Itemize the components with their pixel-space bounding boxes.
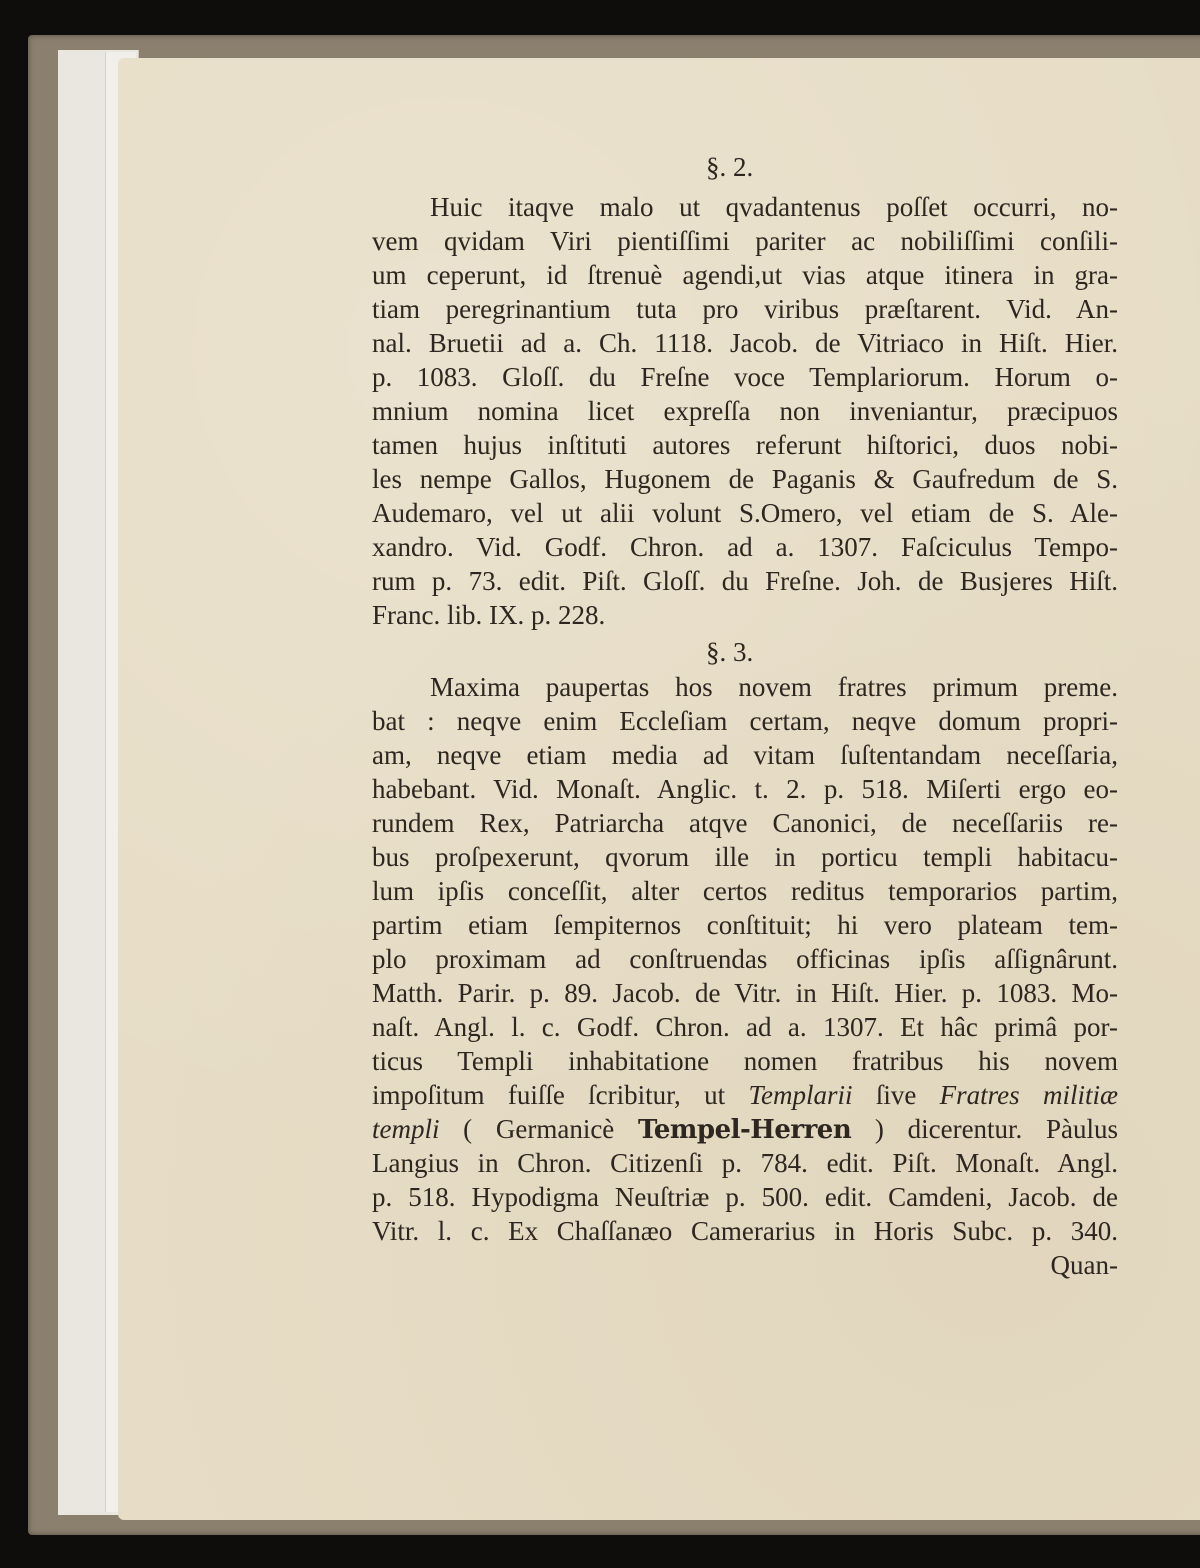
text-line <box>372 292 1118 326</box>
text-segment: ſive <box>852 1080 940 1110</box>
text-line <box>372 806 1118 840</box>
section-heading-2: §. 2. <box>706 152 754 182</box>
text-segment: Maxima paupertas hos novem fratres primum preme. <box>430 672 1118 702</box>
text-segment: p. 1083. Gloſſ. du Freſne voce Templariorum. Horum o- <box>372 362 1118 392</box>
text-segment: vem qvidam Viri pientiſſimi pariter ac nobiliſſimi conſili- <box>372 226 1118 256</box>
text-line <box>372 1010 1118 1044</box>
text-line <box>372 326 1118 360</box>
text-line <box>372 258 1118 292</box>
text-segment: naſt. Angl. l. c. Godf. Chron. ad a. 1307. Et hâc primâ por- <box>372 1012 1118 1042</box>
text-line <box>372 428 1118 462</box>
blackletter-text: Tempel-Herren <box>637 1115 852 1145</box>
text-segment: Langius in Chron. Citizenſi p. 784. edit. Piſt. Monaſt. Angl. <box>372 1148 1118 1178</box>
text-line <box>372 1044 1118 1078</box>
text-segment: plo proximam ad conſtruendas officinas ipſis aſſignârunt. <box>372 944 1118 974</box>
text-segment: ticus Templi inhabitatione nomen fratribus his novem <box>372 1046 1118 1076</box>
text-line <box>372 462 1118 496</box>
text-line <box>372 976 1118 1010</box>
italic-text: Templarii <box>748 1080 853 1110</box>
text-line <box>372 1146 1118 1180</box>
text-segment: tamen hujus inſtituti autores referunt hiſtorici, duos nobi- <box>372 430 1118 460</box>
text-segment: Vitr. l. c. Ex Chaſſanæo Camerarius in Horis Subc. p. 340. <box>372 1216 1118 1246</box>
section-heading-3: §. 3. <box>706 637 754 667</box>
text-segment: am, neqve etiam media ad vitam ſuſtentandam neceſſaria, <box>372 740 1118 770</box>
text-segment: habebant. Vid. Monaſt. Anglic. t. 2. p. 518. Miſerti ergo eo- <box>372 774 1118 804</box>
text-line <box>372 598 1118 632</box>
text-line <box>372 190 1118 224</box>
text-line <box>372 874 1118 908</box>
text-segment: rum p. 73. edit. Piſt. Gloſſ. du Freſne. Joh. de Busjeres Hiſt. <box>372 566 1118 596</box>
text-line <box>372 908 1118 942</box>
text-segment: rundem Rex, Patriarcha atqve Canonici, de neceſſariis re- <box>372 808 1118 838</box>
text-segment: Huic itaqve malo ut qvadantenus poſſet occurri, no- <box>430 192 1118 222</box>
text-line <box>372 224 1118 258</box>
text-segment: partim etiam ſempiternos conſtituit; hi vero plateam tem- <box>372 910 1118 940</box>
text-line <box>372 738 1118 772</box>
text-segment: um ceperunt, id ſtrenuè agendi,ut vias atque itinera in gra- <box>372 260 1118 290</box>
text-line <box>372 496 1118 530</box>
text-segment: xandro. Vid. Godf. Chron. ad a. 1307. Faſciculus Tempo- <box>372 532 1118 562</box>
text-line <box>372 564 1118 598</box>
text-line <box>372 670 1118 704</box>
text-line <box>372 772 1118 806</box>
text-segment: Franc. lib. IX. p. 228. <box>372 600 606 630</box>
text-line <box>372 1078 1118 1112</box>
text-segment: Audemaro, vel ut alii volunt S.Omero, vel etiam de S. Ale- <box>372 498 1118 528</box>
text-segment: impoſitum fuiſſe ſcribitur, ut <box>372 1080 749 1110</box>
text-line <box>372 1248 1118 1282</box>
text-segment: p. 518. Hypodigma Neuſtriæ p. 500. edit. Camdeni, Jacob. de <box>372 1182 1118 1212</box>
text-line <box>372 394 1118 428</box>
section-3-paragraph <box>372 670 1118 1282</box>
text-line <box>372 840 1118 874</box>
text-segment: Matth. Parir. p. 89. Jacob. de Vitr. in Hiſt. Hier. p. 1083. Mo- <box>372 978 1118 1008</box>
italic-text: templi <box>372 1114 440 1144</box>
section-2-paragraph <box>372 190 1118 632</box>
text-segment: ( Germanicè <box>439 1114 638 1144</box>
text-segment: Quan- <box>1050 1250 1118 1280</box>
text-segment: lum ipſis conceſſit, alter certos reditus temporarios partim, <box>372 876 1118 906</box>
text-segment: mnium nomina licet expreſſa non inveniantur, præcipuos <box>372 396 1118 426</box>
text-segment: bat : neqve enim Eccleſiam certam, neqve domum propri- <box>372 706 1118 736</box>
text-segment: tiam peregrinantium tuta pro viribus præſtarent. Vid. An- <box>372 294 1118 324</box>
text-line <box>372 704 1118 738</box>
text-segment: nal. Bruetii ad a. Ch. 1118. Jacob. de Vitriaco in Hiſt. Hier. <box>372 328 1118 358</box>
text-line <box>372 530 1118 564</box>
text-segment: les nempe Gallos, Hugonem de Paganis & Gaufredum de S. <box>372 464 1118 494</box>
text-line <box>372 360 1118 394</box>
italic-text: Fratres militiæ <box>939 1080 1118 1110</box>
text-segment: bus proſpexerunt, qvorum ille in porticu templi habitacu- <box>372 842 1118 872</box>
text-segment: ) dicerentur. Pàulus <box>851 1114 1119 1144</box>
text-line <box>372 1214 1118 1248</box>
text-line <box>372 942 1118 976</box>
text-line <box>372 1112 1118 1146</box>
text-line <box>372 1180 1118 1214</box>
